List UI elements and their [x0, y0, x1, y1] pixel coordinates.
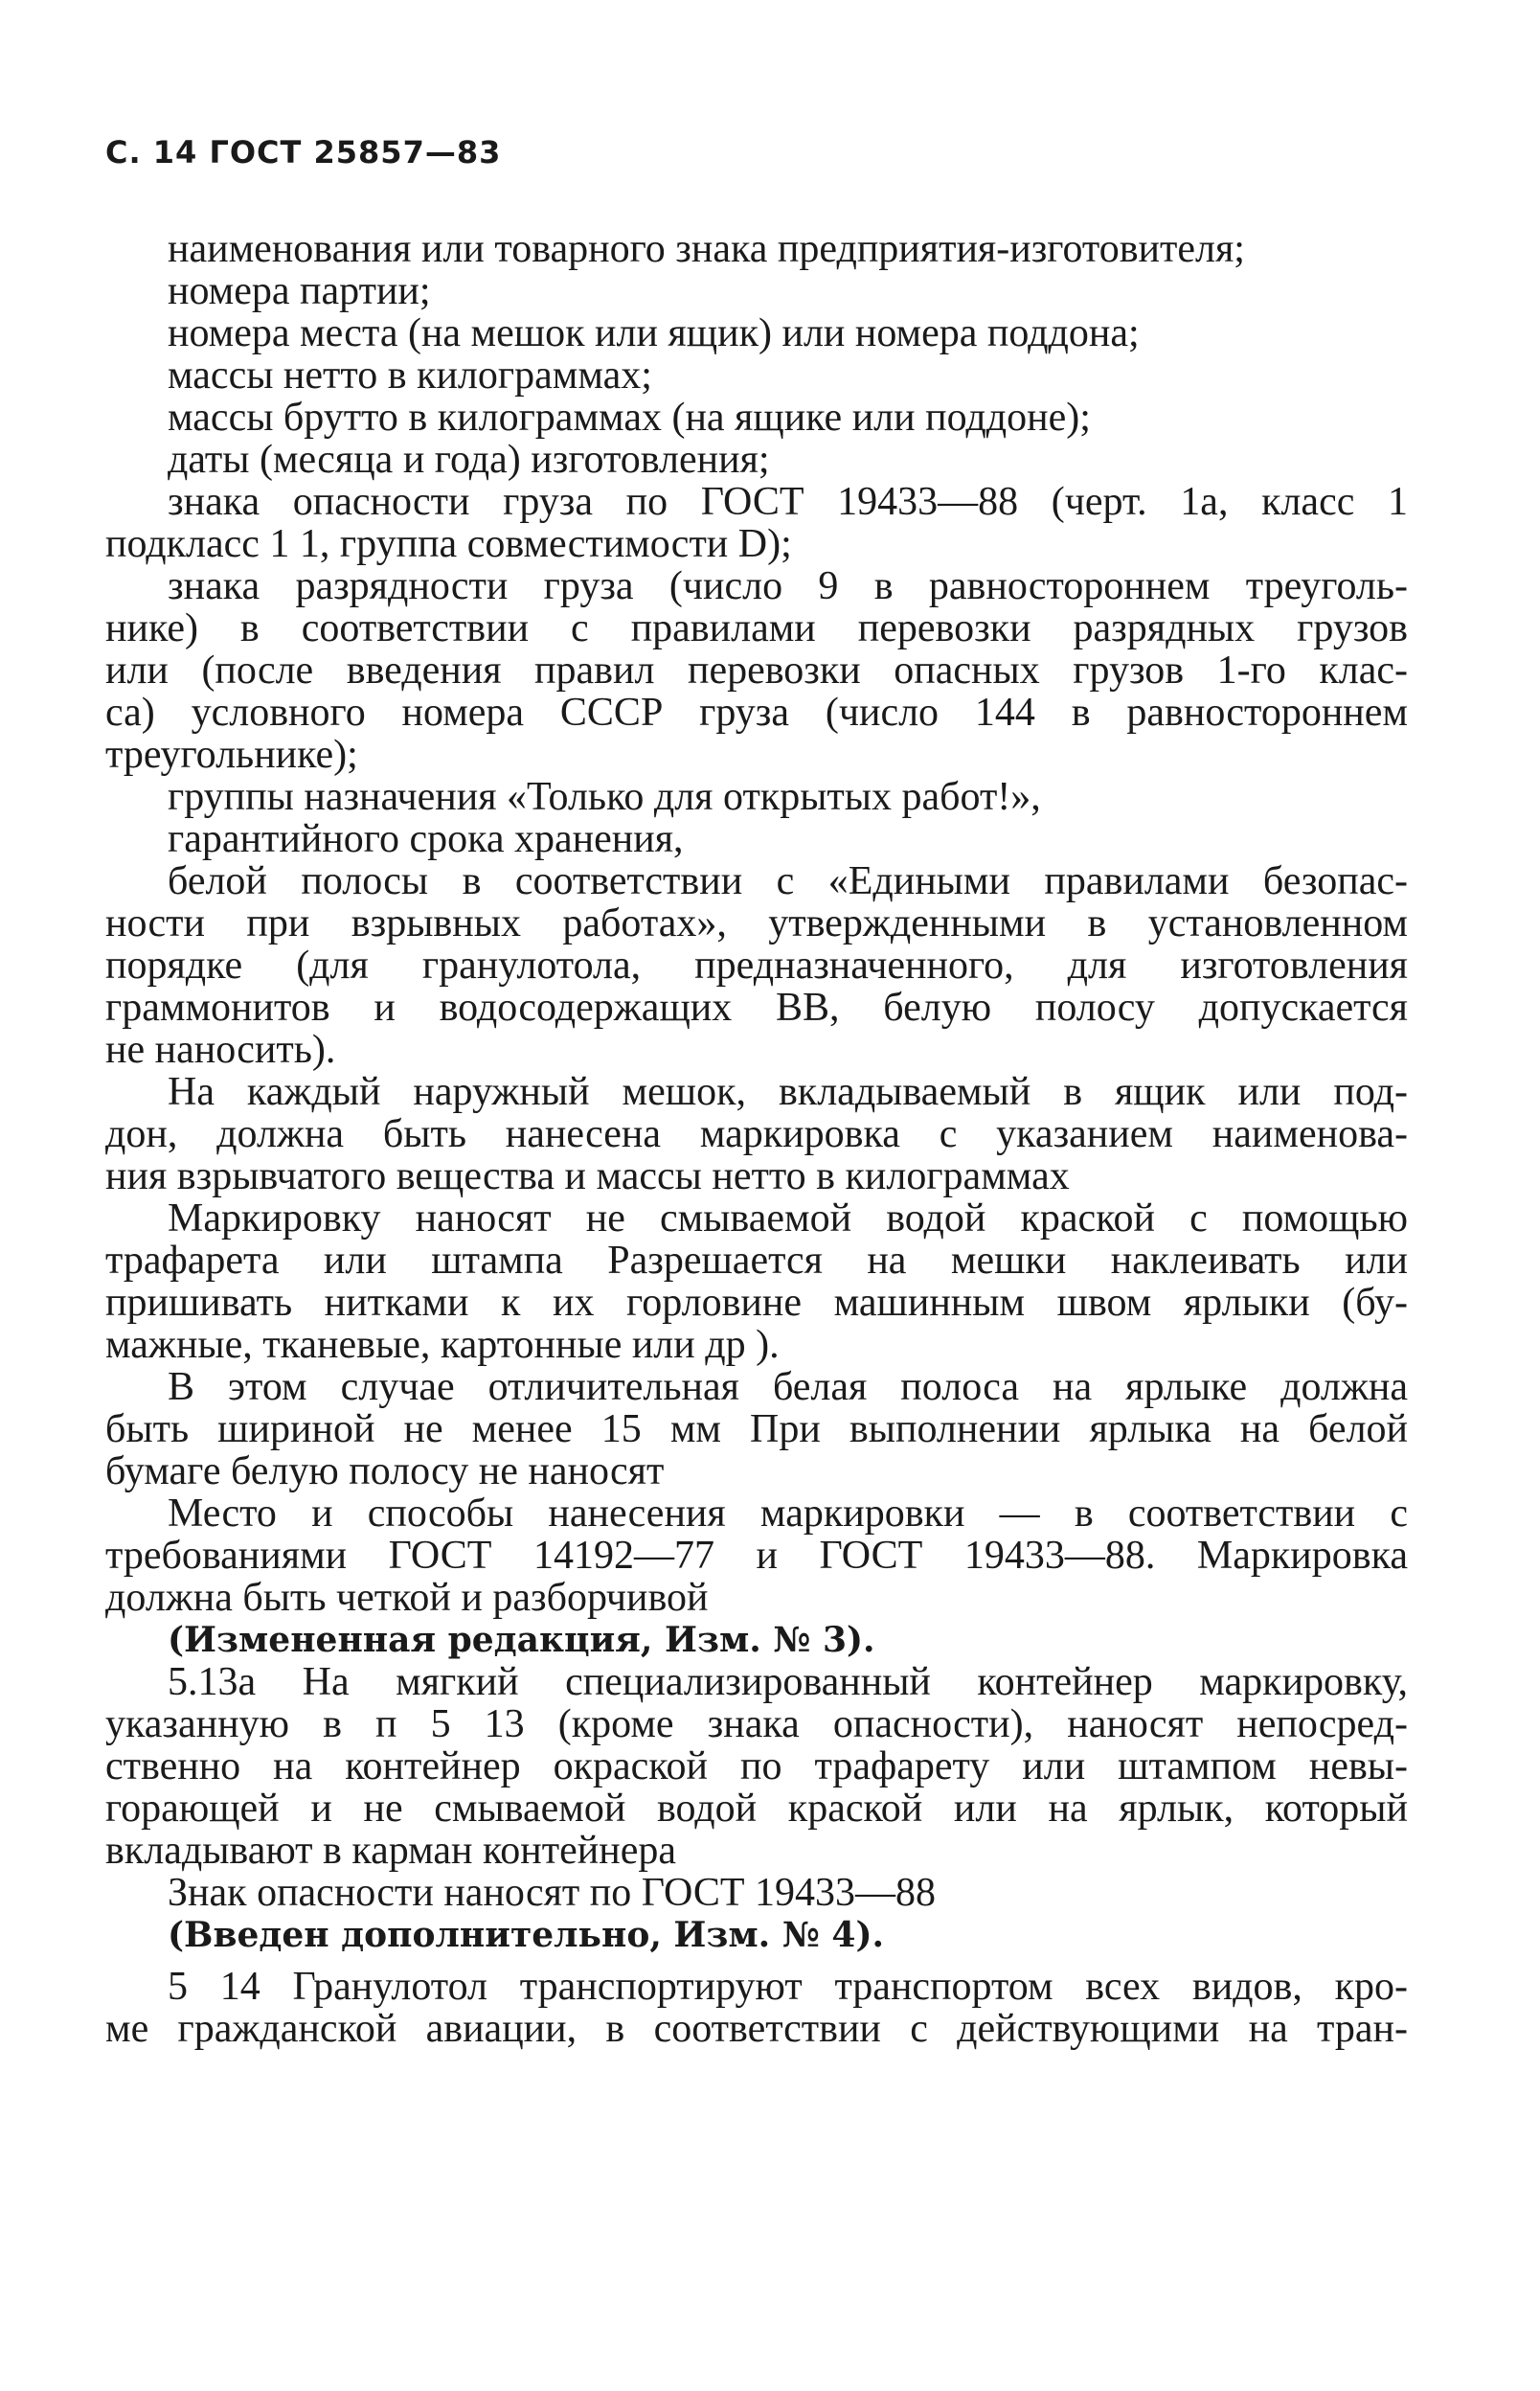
text-line: не наносить). [105, 1029, 336, 1071]
text-line: трафарета или штампа Разрешается на мешки наклеивать или [105, 1240, 1408, 1282]
text-line: знака разрядности груза (число 9 в равностороннем треуголь- [168, 565, 1408, 607]
text-line: граммонитов и водосодержащих ВВ, белую полосу допускается [105, 987, 1408, 1029]
text-line: мажные, тканевые, картонные или др ). [105, 1324, 780, 1366]
text-line: или (после введения правил перевозки опасных грузов 1-го клас- [105, 649, 1408, 692]
text-line: нике) в соответствии с правилами перевозки разрядных грузов [105, 607, 1408, 649]
text-line: требованиями ГОСТ 14192—77 и ГОСТ 19433—88. Маркировка [105, 1535, 1408, 1577]
text-line: белой полосы в соответствии с «Едиными правилами безопас- [168, 860, 1408, 902]
text-line: бумаге белую полосу не наносят [105, 1450, 665, 1492]
text-line: дон, должна быть нанесена маркировка с указанием наименова- [105, 1113, 1408, 1155]
text-line: ности при взрывных работах», утвержденными в установленном [105, 902, 1408, 945]
text-line: даты (месяца и года) изготовления; [168, 439, 770, 481]
text-line: В этом случае отличительная белая полоса на ярлыке должна [168, 1366, 1408, 1408]
text-line: порядке (для гранулотола, предназначенного, для изготовления [105, 945, 1408, 987]
text-line: должна быть четкой и разборчивой [105, 1577, 709, 1619]
text-line: номера места (на мешок или ящик) или номера поддона; [168, 312, 1140, 354]
text-line: вкладывают в карман контейнера [105, 1830, 677, 1872]
amendment-note: (Измененная редакция, Изм. № 3). [168, 1620, 875, 1660]
text-line: номера партии; [168, 270, 431, 312]
text-line: ственно на контейнер окраской по трафарету или штампом невы- [105, 1745, 1408, 1788]
text-line: массы нетто в килограммах; [168, 354, 652, 397]
text-line: знака опасности груза по ГОСТ 19433—88 (черт. 1а, класс 1 [168, 481, 1408, 523]
text-line: 5 14 Гранулотол транспортируют транспортом всех видов, кро- [168, 1966, 1408, 2008]
text-line: ме гражданской авиации, в соответствии с действующими на тран- [105, 2008, 1408, 2050]
text-line: наименования или товарного знака предприятия-изготовителя; [168, 228, 1245, 270]
text-line: Знак опасности наносят по ГОСТ 19433—88 [168, 1872, 936, 1914]
text-line: подкласс 1 1, группа совместимости D); [105, 523, 792, 565]
text-line: треугольнике); [105, 734, 358, 776]
text-line: На каждый наружный мешок, вкладываемый в ящик или под- [168, 1071, 1408, 1113]
text-line: пришивать нитками к их горловине машинным швом ярлыки (бу- [105, 1282, 1408, 1324]
text-line: са) условного номера СССР груза (число 144 в равностороннем [105, 692, 1408, 734]
body-text [105, 228, 1408, 2050]
text-line: массы брутто в килограммах (на ящике или поддоне); [168, 397, 1091, 439]
text-line: группы назначения «Только для открытых работ!», [168, 776, 1041, 818]
page-header: С. 14 ГОСТ 25857—83 [105, 134, 502, 171]
text-line: 5.13а На мягкий специализированный контейнер маркировку, [168, 1661, 1408, 1703]
amendment-note: (Введен дополнительно, Изм. № 4). [168, 1915, 885, 1955]
text-line: Маркировку наносят не смываемой водой краской с помощью [168, 1197, 1408, 1240]
text-line: быть шириной не менее 15 мм При выполнении ярлыка на белой [105, 1408, 1408, 1450]
text-line: Место и способы нанесения маркировки — в соответствии с [168, 1492, 1408, 1535]
text-line: указанную в п 5 13 (кроме знака опасности), наносят непосред- [105, 1703, 1408, 1745]
text-line: ния взрывчатого вещества и массы нетто в килограммах [105, 1155, 1070, 1197]
text-line: гарантийного срока хранения, [168, 818, 684, 860]
text-line: горающей и не смываемой водой краской или на ярлык, который [105, 1788, 1408, 1830]
